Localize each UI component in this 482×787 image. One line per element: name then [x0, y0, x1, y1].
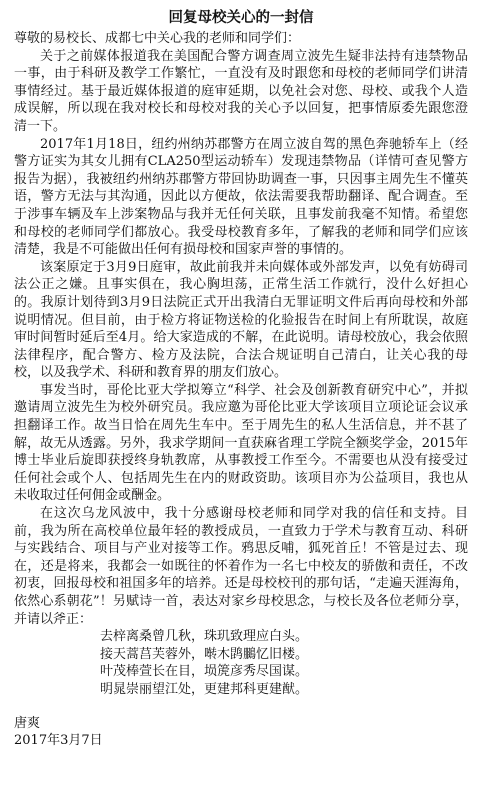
poem: [14, 628, 468, 698]
signature: 唐爽: [14, 715, 41, 731]
letter-title: 回复母校关心的一封信: [168, 9, 314, 26]
letter-paragraph-5: 在这次乌龙风波中，我十分感谢母校老师和同学对我的信任和支持。目前，我为所在高校单位最年轻的教授成员，一直致力于学术与教育互动、科研与实践结合、项目与产业对接等工作。鸦思反哺，狐死首丘！不管是过去、现在，还是将来，我都会一如既往的怀着作为一名七中校友的骄傲和责任，不改初衷，回报母校和祖国多年的培养。还是母校校刊的那句话，“走遍天涯海角，依然心系朝花”！另赋诗一首，表达对家乡母校思念，与校长及各位老师分享，并请以斧正：: [14, 506, 468, 627]
letter-greeting: 尊敬的易校长、成都七中关心我的老师和同学们：: [14, 31, 301, 46]
letter-paragraph-4: 事发当时，哥伦比亚大学拟筹立“科学、社会及创新教育研究中心”，并拟邀请周立波先生为校外研究员。我应邀为哥伦比亚大学该项目立项论证会议承担翻译工作。故当日恰在周先生车中。至于周先生的私人生活信息，并不甚了解，故无从透露。另外，我求学期间一直获麻省理工学院全额奖学金，2015年博士毕业后旋即获授终身轨教席，从事教授工作至今。不需要也从没有接受过任何社会或个人、包括周先生在内的财政资助。该项目亦为公益项目，我也从未收取过任何佣金或酬金。: [14, 382, 468, 504]
poem-line: 叶茂棒萱长在目，埙箎彦秀尽国谋。: [100, 664, 309, 680]
letter-paragraph-3: 该案原定于3月9日庭审，故此前我并未向媒体或外部发声，以免有妨碍司法公正之嫌。且事实俱在，我心胸坦荡，正常生活工作就行，没什么好担心的。我原计划待到3月9日法院正式开出我清白无罪证明文件后再向母校和外部说明情况。但目前，由于检方将证物送检的化验报告在时间上有所耽误，故庭审时间暂时延后至4月。给大家造成的不解，在此说明。请母校放心，我会依照法律程序，配合警方、检方及法院，合法合规证明自己清白，让关心我的母校，以及我学术、科研和教育界的朋友们放心。: [14, 259, 468, 381]
poem-line: 接天蒿莒芙蓉外，啭木鹍鵩忆旧楼。: [100, 646, 309, 662]
letter-date: 2017年3月7日: [14, 733, 103, 749]
letter-paragraph-2: 2017年1月18日，纽约州纳苏郡警方在周立波自驾的黑色奔驰轿车上（经警方证实为其女儿拥有CLA250型运动轿车）发现违禁物品（详情可查见警方报告为据），我被纽约州纳苏郡警方带回协助调查一事，只因事主周先生不懂英语，警方无法与其沟通，因此以方便故，依法需要我帮助翻译、配合调查。至于涉事车辆及车上涉案物品与我并无任何关联，且事发前我毫不知情。希望您和母校的老师同学们都放心。我受母校教育多年，了解我的老师和同学们应该清楚，我是不可能做出任何有损母校和国家声誉的事情的。: [14, 136, 468, 258]
poem-line: 去梓离桑曾几秋，珠玑致理应白头。: [100, 629, 309, 645]
letter-paragraph-1: 关于之前媒体报道我在美国配合警方调查周立波先生疑非法持有违禁物品一事，由于科研及教学工作繁忙，一直没有及时跟您和母校的老师同学们讲清事情经过。基于最近媒体报道的庭审延期，以免社会对您、母校、或我个人造成误解，所以现在我对校长和母校对我的关心予以回复，把事情原委先跟您澄清一下。: [14, 48, 468, 134]
poem-line: 明晁崇丽望江处，更建邦科更建猷。: [100, 681, 309, 697]
